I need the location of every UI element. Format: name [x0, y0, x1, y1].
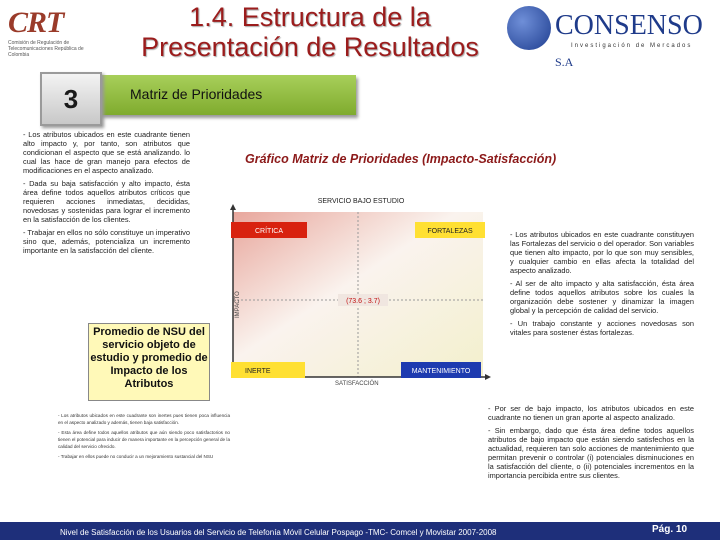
consenso-logo: [505, 6, 715, 69]
x-axis-label: SATISFACCIÓN: [335, 381, 379, 387]
page-number: Pág. 10: [652, 524, 688, 535]
quadrant-critica-label: CRÍTICA: [255, 228, 283, 235]
section-number: 3: [40, 72, 102, 126]
critical-bullet: - Dada su baja satisfacción y alto impacto, ésta área define todos aquellos atributos críticos que requieren acciones inmediatas, decididas, novedosas y sostenidas para lograr el incremento en la satisfacción de los clientes.: [23, 179, 190, 224]
page-title: [110, 2, 510, 62]
fortalezas-bullet: - Un trabajo constante y acciones novedosas son vitales para sostener éstas fortalezas.: [510, 319, 694, 337]
consenso-logo-icon: [507, 6, 551, 50]
fortalezas-bullet: - Los atributos ubicados en este cuadrante constituyen las Fortalezas del servicio o del operador. Son variables que tienen alto impacto, por lo que son muy sensibles, y cualquier cambio en ellas afecta la totalidad del aspecto analizado.: [510, 230, 694, 275]
title-line-1: 1.4. Estructura de la: [189, 2, 431, 32]
service-label: SERVICIO BAJO ESTUDIO: [317, 198, 405, 205]
quadrant-fortalezas-label: FORTALEZAS: [427, 228, 473, 235]
crt-logo: [8, 6, 108, 62]
section-title: Matriz de Prioridades: [130, 86, 263, 102]
quadrant-mantenimiento-label: MANTENIMIENTO: [411, 368, 471, 375]
footer-text: Nivel de Satisfacción de los Usuarios del Servicio de Telefonía Móvil Celular Pospago -TMC- Comcel y Movistar 2007-2008: [60, 528, 497, 537]
y-axis-arrow-icon: [230, 204, 236, 210]
mantenimiento-description: [488, 404, 694, 484]
section-banner: [92, 75, 356, 115]
consenso-logo-name: CONSENSO S.A: [555, 10, 703, 69]
inert-description: [58, 412, 230, 463]
title-line-2: Presentación de Resultados: [141, 32, 479, 62]
mantenimiento-bullet: - Por ser de bajo impacto, los atributos ubicados en este cuadrante no tienen un gran aporte al aspecto analizado.: [488, 404, 694, 422]
x-axis-arrow-icon: [485, 374, 491, 380]
y-axis-label: IMPACTO: [235, 291, 241, 318]
critical-bullet: - Los atributos ubicados en este cuadrante tienen alto impacto y, por tanto, son atributos que condicionan el aspecto que se está analizando. lo cual las hace de gran manejo para efectos de modificaciones en el aspecto analizado.: [23, 130, 190, 175]
inert-bullet: - Los atributos ubicados en este cuadrante son inertes pues tienen poca influencia en el aspecto analizado y además, tienen baja satisfacción.: [58, 413, 230, 425]
fortalezas-description: [510, 230, 694, 341]
chart-title: Gráfico Matriz de Prioridades (Impacto-Satisfacción): [245, 152, 557, 166]
inert-bullet: - Trabajar en ellos puede no conducir a un mejoramiento sustancial del NSU: [58, 454, 214, 459]
fortalezas-bullet: - Al ser de alto impacto y alta satisfacción, ésta área define todos aquellos atributos sobre los cuales la organización debe sostener y dinamizar la imagen global y la percepción de calidad del servicio.: [510, 279, 694, 315]
average-callout: Promedio de NSU del servicio objeto de estudio y promedio de Impacto de los Atributos: [88, 323, 210, 401]
center-point-label: (73.6 ; 3.7): [346, 298, 380, 305]
inert-bullet: - Esta área define todos aquellos atributos que aún siendo poco satisfactorios no tienen el potencial para inducir de manera importante en la percepción general de la calidad del servicio ofrecido.: [58, 430, 230, 449]
mantenimiento-bullet: - Sin embargo, dado que ésta área define todos aquellos atributos de bajo impacto que están siendo satisfechos en la actualidad, requieren tan solo acciones de mantenimiento que permitan prevenir o controlar (i) potenciales disminuciones en la satisfacción del cliente, o (ii) potenciales incrementos en la importancia percibida entre sus clientes.: [488, 426, 694, 480]
crt-logo-text: CRT: [8, 6, 64, 39]
crt-logo-subtitle: Comisión de Regulación de Telecomunicaciones República de Colombia: [8, 40, 84, 58]
priority-matrix-chart: [215, 190, 505, 390]
critical-bullet: - Trabajar en ellos no sólo constituye un imperativo sino que, además, potencializa un incremento importante en la satisfacción del cliente.: [23, 228, 190, 255]
consenso-logo-tagline: Investigación de Mercados: [571, 43, 693, 49]
critical-description: [23, 130, 190, 259]
quadrant-inerte-label: INERTE: [245, 368, 271, 375]
